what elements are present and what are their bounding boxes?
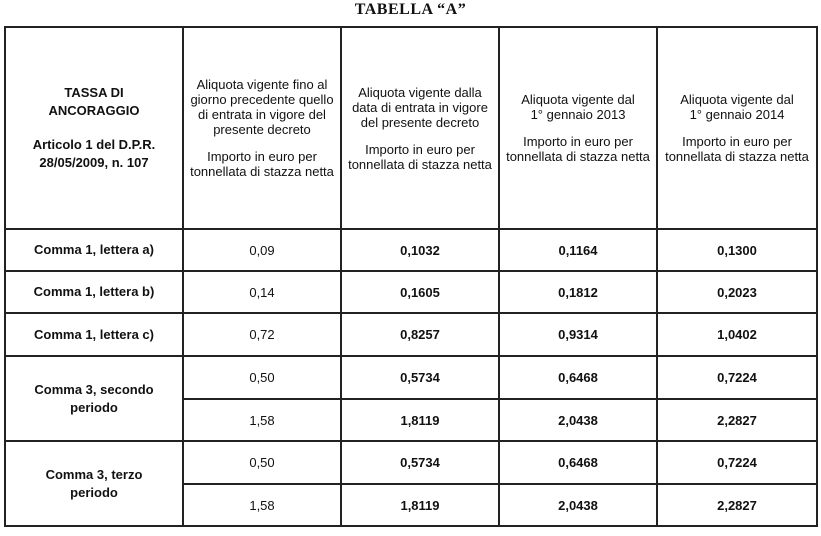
header-line: TASSA DI bbox=[64, 85, 124, 100]
table-row bbox=[5, 229, 817, 271]
value-cell: 0,09 bbox=[183, 229, 341, 271]
group-label-line: periodo bbox=[70, 399, 118, 415]
value-cell: 0,7224 bbox=[657, 356, 817, 399]
value-cell: 2,2827 bbox=[657, 399, 817, 441]
table-row bbox=[5, 441, 817, 484]
table-row bbox=[5, 271, 817, 313]
header-rate-previous bbox=[183, 27, 341, 229]
table-row bbox=[5, 356, 817, 399]
value-cell: 0,5734 bbox=[341, 441, 499, 484]
value-cell: 0,50 bbox=[183, 441, 341, 484]
value-cell: 2,0438 bbox=[499, 399, 657, 441]
group-label-line: Comma 3, secondo bbox=[34, 381, 154, 397]
header-line: di entrata in vigore del bbox=[198, 107, 326, 122]
header-line: giorno precedente quello bbox=[190, 92, 334, 107]
header-line: 1° gennaio 2014 bbox=[689, 107, 785, 122]
value-cell: 0,1032 bbox=[341, 229, 499, 271]
row-group-label bbox=[5, 356, 183, 441]
value-cell: 1,8119 bbox=[341, 399, 499, 441]
header-unit-line: tonnellata di stazza netta bbox=[348, 156, 492, 172]
header-unit-line: Importo in euro per bbox=[365, 141, 475, 157]
value-cell: 0,7224 bbox=[657, 441, 817, 484]
header-line: Aliquota vigente fino al bbox=[196, 77, 328, 92]
header-rate-2014 bbox=[657, 27, 817, 229]
header-line: presente decreto bbox=[213, 122, 311, 137]
row-group-label bbox=[5, 441, 183, 526]
header-line: 1° gennaio 2013 bbox=[530, 107, 626, 122]
header-line: Aliquota vigente dalla bbox=[358, 84, 482, 100]
row-label: Comma 1, lettera b) bbox=[5, 271, 183, 313]
header-line: 28/05/2009, n. 107 bbox=[39, 155, 149, 170]
header-line: ANCORAGGIO bbox=[48, 103, 140, 118]
header-unit-line: tonnellata di stazza netta bbox=[506, 149, 650, 164]
value-cell: 0,6468 bbox=[499, 441, 657, 484]
header-line: del presente decreto bbox=[360, 114, 480, 130]
header-unit-line: tonnellata di stazza netta bbox=[665, 149, 809, 164]
rates-table bbox=[4, 26, 818, 527]
value-cell: 0,6468 bbox=[499, 356, 657, 399]
value-cell: 0,2023 bbox=[657, 271, 817, 313]
value-cell: 0,1300 bbox=[657, 229, 817, 271]
table-title: TABELLA “A” bbox=[354, 1, 467, 18]
value-cell: 0,1812 bbox=[499, 271, 657, 313]
table-row bbox=[5, 313, 817, 356]
value-cell: 0,14 bbox=[183, 271, 341, 313]
value-cell: 0,1164 bbox=[499, 229, 657, 271]
value-cell: 0,9314 bbox=[499, 313, 657, 356]
header-rate-2013 bbox=[499, 27, 657, 229]
value-cell: 0,72 bbox=[183, 313, 341, 356]
group-label-line: periodo bbox=[70, 484, 118, 500]
header-line: data di entrata in vigore bbox=[352, 99, 488, 115]
value-cell: 1,8119 bbox=[341, 484, 499, 526]
header-rate-current bbox=[341, 27, 499, 229]
value-cell: 1,0402 bbox=[657, 313, 817, 356]
header-tax-name bbox=[5, 27, 183, 229]
value-cell: 0,5734 bbox=[341, 356, 499, 399]
group-label-line: Comma 3, terzo bbox=[45, 466, 143, 482]
value-cell: 0,1605 bbox=[341, 271, 499, 313]
header-line: Aliquota vigente dal bbox=[680, 92, 794, 107]
row-label: Comma 1, lettera a) bbox=[5, 229, 183, 271]
value-cell: 0,8257 bbox=[341, 313, 499, 356]
value-cell: 0,50 bbox=[183, 356, 341, 399]
header-unit-line: tonnellata di stazza netta bbox=[190, 164, 334, 179]
header-row bbox=[5, 27, 817, 229]
header-line: Aliquota vigente dal bbox=[521, 92, 635, 107]
value-cell: 1,58 bbox=[183, 399, 341, 441]
value-cell: 1,58 bbox=[183, 484, 341, 526]
header-line: Articolo 1 del D.P.R. bbox=[32, 137, 156, 152]
value-cell: 2,2827 bbox=[657, 484, 817, 526]
value-cell: 2,0438 bbox=[499, 484, 657, 526]
header-unit-line: Importo in euro per bbox=[523, 134, 633, 149]
row-label: Comma 1, lettera c) bbox=[5, 313, 183, 356]
header-unit-line: Importo in euro per bbox=[682, 134, 792, 149]
header-unit-line: Importo in euro per bbox=[207, 149, 317, 164]
